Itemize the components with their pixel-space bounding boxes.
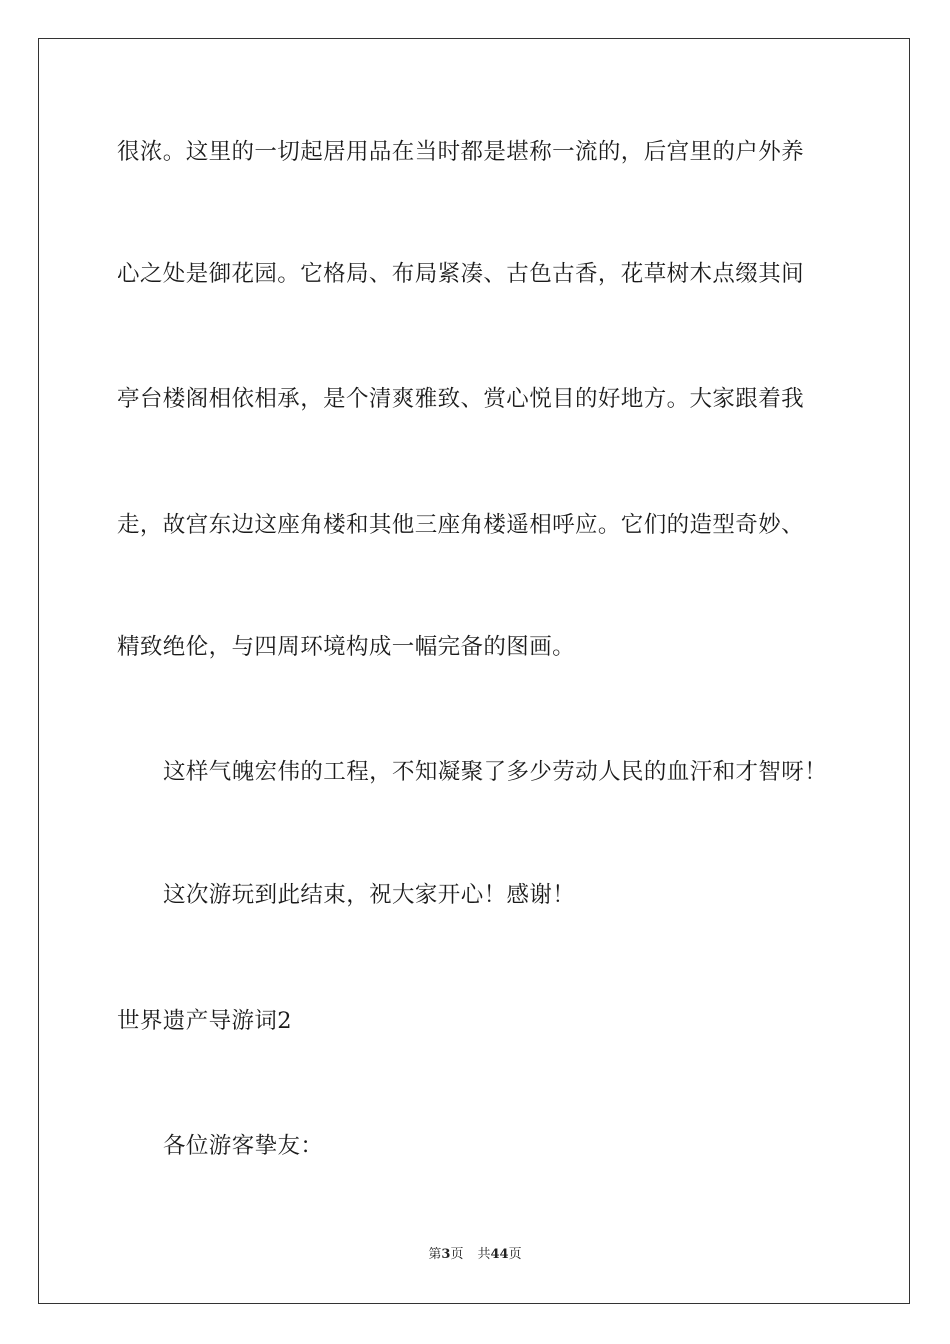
page-prefix: 第 xyxy=(428,1247,442,1262)
total-prefix: 共 xyxy=(477,1247,491,1262)
page-border xyxy=(38,38,910,1304)
body-line-2: 心之处是御花园。它格局、布局紧凑、古色古香，花草树木点缀其间 xyxy=(117,261,805,287)
total-suffix: 页 xyxy=(508,1247,522,1262)
section-heading: 世界遗产导游词2 xyxy=(117,1008,293,1034)
body-line-3: 亭台楼阁相依相承，是个清爽雅致、赏心悦目的好地方。大家跟着我 xyxy=(117,386,805,412)
total-pages: 44 xyxy=(490,1247,509,1262)
body-line-4: 走，故宫东边这座角楼和其他三座角楼遥相呼应。它们的造型奇妙、 xyxy=(117,512,805,538)
paragraph-farewell: 这次游玩到此结束，祝大家开心！感谢！ xyxy=(163,882,576,908)
page-footer xyxy=(0,1246,950,1264)
paragraph-closing-remark: 这样气魄宏伟的工程，不知凝聚了多少劳动人民的血汗和才智呀！ xyxy=(163,759,828,785)
body-line-5: 精致绝伦，与四周环境构成一幅完备的图画。 xyxy=(117,634,576,660)
body-line-1: 很浓。这里的一切起居用品在当时都是堪称一流的，后宫里的户外养 xyxy=(117,139,805,165)
page-number: 3 xyxy=(441,1247,451,1262)
paragraph-greeting: 各位游客挚友： xyxy=(163,1133,324,1159)
page-suffix: 页 xyxy=(450,1247,464,1262)
